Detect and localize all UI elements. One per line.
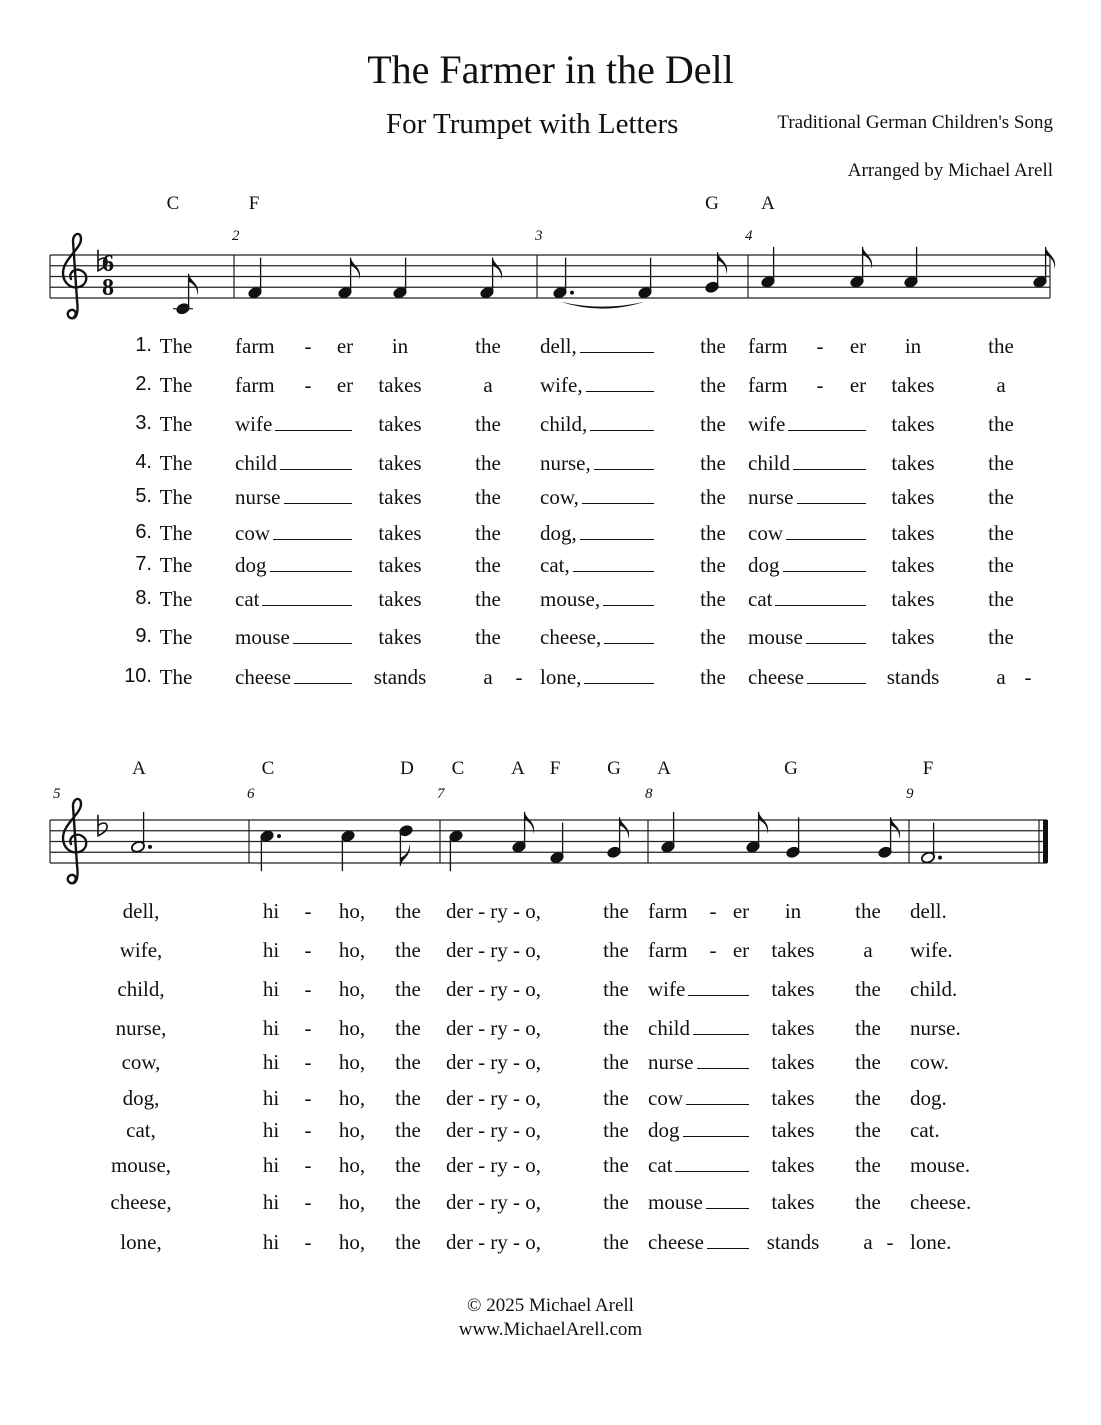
lyric-syllable: the [395, 1230, 421, 1254]
flat-key-signature-icon [98, 815, 107, 836]
measure-number: 6 [247, 786, 255, 802]
chord-letter: A [132, 758, 146, 779]
lyric-syllable: lone, [540, 665, 654, 690]
lyric-syllable: child. [910, 977, 958, 1001]
lyric-extender-line [775, 605, 866, 606]
lyric-syllable: the [988, 625, 1014, 649]
lyric-syllable: cow [235, 521, 352, 546]
lyric-syllable: ho, [338, 1153, 366, 1177]
lyric-syllable: - [304, 373, 312, 397]
lyric-syllable: takes [771, 977, 815, 1001]
lyric-syllable: - [304, 977, 312, 1001]
lyric-syllable: ho, [338, 1190, 366, 1214]
lyric-syllable: ho, [338, 938, 366, 962]
lyric-syllable: der - ry - o, [446, 1153, 542, 1177]
lyric-extender-line [706, 1208, 749, 1209]
lyric-syllable: hi [262, 977, 280, 1001]
lyric-syllable: hi [262, 1086, 280, 1110]
chord-letter: C [261, 758, 275, 779]
lyric-syllable: the [475, 521, 501, 545]
subtitle: For Trumpet with Letters [386, 108, 679, 140]
lyric-extender-line [675, 1171, 749, 1172]
lyric-syllable: farm [748, 334, 788, 358]
lyric-syllable: ho, [338, 1050, 366, 1074]
lyric-syllable: the [855, 1016, 881, 1040]
lyric-syllable: wife [648, 977, 749, 1002]
lyric-syllable: dog [648, 1118, 749, 1143]
lyric-syllable: nurse, [540, 451, 654, 476]
lyric-syllable: the [475, 451, 501, 475]
final-barline-thick [1043, 820, 1048, 863]
lyric-syllable: the [700, 373, 726, 397]
lyric-extender-line [604, 643, 654, 644]
lyric-syllable: wife, [119, 938, 163, 962]
lyric-syllable: takes [891, 451, 935, 475]
lyric-syllable: child, [117, 977, 165, 1001]
verse-number: 2. [135, 373, 152, 395]
lyric-syllable: the [988, 553, 1014, 577]
lyric-syllable: - [304, 899, 312, 923]
lyric-syllable: der - ry - o, [446, 1118, 542, 1142]
measure-number: 9 [906, 786, 914, 802]
lyric-syllable: takes [891, 553, 935, 577]
lyric-syllable: the [603, 899, 629, 923]
lyric-syllable: cheese, [540, 625, 654, 650]
lyric-syllable: the [700, 334, 726, 358]
lyric-extender-line [707, 1248, 749, 1249]
lyric-extender-line [273, 539, 352, 540]
measure-number: 3 [535, 228, 543, 244]
verse-number: 8. [135, 587, 152, 609]
lyric-syllable: cat. [910, 1118, 940, 1142]
lyric-syllable: cow [748, 521, 866, 546]
lyric-syllable: - [304, 1230, 312, 1254]
lyric-syllable: - [304, 334, 312, 358]
lyric-syllable: der - ry - o, [446, 938, 542, 962]
lyric-syllable: The [159, 485, 193, 509]
lyric-syllable: der - ry - o, [446, 1230, 542, 1254]
lyric-extender-line [788, 430, 866, 431]
lyric-syllable: the [475, 587, 501, 611]
copyright: © 2025 Michael Arell [467, 1295, 634, 1316]
lyric-syllable: farm [648, 899, 688, 923]
lyric-extender-line [293, 643, 352, 644]
augmentation-dot [148, 845, 152, 849]
lyric-syllable: takes [771, 1050, 815, 1074]
lyric-syllable: der - ry - o, [446, 1086, 542, 1110]
lyric-syllable: the [603, 938, 629, 962]
measure-number: 2 [232, 228, 240, 244]
lyric-extender-line [262, 605, 352, 606]
lyric-syllable: cat, [540, 553, 654, 578]
lyric-syllable: cheese. [910, 1190, 972, 1214]
lyric-syllable: The [159, 451, 193, 475]
lyric-extender-line [806, 643, 866, 644]
lyric-syllable: der - ry - o, [446, 1016, 542, 1040]
lyric-syllable: er [849, 373, 867, 397]
lyric-syllable: - [816, 334, 824, 358]
lyric-syllable: the [855, 1190, 881, 1214]
lyric-extender-line [603, 605, 654, 606]
lyric-syllable: takes [378, 587, 422, 611]
lyric-extender-line [580, 539, 654, 540]
lyric-syllable: the [395, 1118, 421, 1142]
lyric-extender-line [688, 995, 749, 996]
time-signature-top: 6 [102, 251, 114, 277]
lyric-syllable: takes [891, 485, 935, 509]
chord-letter: F [549, 758, 561, 779]
lyric-syllable: the [603, 1230, 629, 1254]
lyric-syllable: ho, [338, 1086, 366, 1110]
lyric-syllable: takes [771, 1190, 815, 1214]
augmentation-dot [570, 291, 574, 295]
lyric-syllable: the [603, 1190, 629, 1214]
lyric-syllable: cat [648, 1153, 749, 1178]
verse-number: 1. [135, 334, 152, 356]
lyric-syllable: takes [771, 1118, 815, 1142]
lyric-syllable: takes [378, 373, 422, 397]
lyric-extender-line [697, 1068, 749, 1069]
measure-number: 4 [745, 228, 753, 244]
lyric-syllable: takes [771, 1016, 815, 1040]
lyric-syllable: The [159, 412, 193, 436]
lyric-extender-line [582, 503, 654, 504]
lyric-syllable: The [159, 553, 193, 577]
chord-letter: A [511, 758, 525, 779]
lyric-syllable: a [996, 665, 1006, 689]
lyric-syllable: child, [540, 412, 654, 437]
lyric-syllable: the [988, 587, 1014, 611]
lyric-syllable: - [709, 899, 717, 923]
verse-number: 6. [135, 521, 152, 543]
lyric-syllable: nurse [648, 1050, 749, 1075]
lyric-syllable: ho, [338, 1016, 366, 1040]
lyric-syllable: the [700, 625, 726, 649]
lyric-syllable: hi [262, 938, 280, 962]
lyric-syllable: cow, [540, 485, 654, 510]
lyric-syllable: takes [771, 938, 815, 962]
verse-number: 3. [135, 412, 152, 434]
lyric-syllable: takes [891, 521, 935, 545]
lyric-syllable: the [603, 1086, 629, 1110]
verse-number: 4. [135, 451, 152, 473]
lyric-extender-line [783, 571, 866, 572]
lyric-syllable: the [395, 977, 421, 1001]
lyric-syllable: mouse. [910, 1153, 971, 1177]
lyric-syllable: the [603, 1016, 629, 1040]
lyric-syllable: mouse [235, 625, 352, 650]
lyric-syllable: The [159, 521, 193, 545]
chord-letter: G [784, 758, 798, 779]
lyric-syllable: the [395, 1050, 421, 1074]
arranger-credit: Arranged by Michael Arell [847, 160, 1053, 181]
lyric-syllable: nurse. [910, 1016, 961, 1040]
lyric-syllable: lone, [120, 1230, 162, 1254]
lyric-syllable: - [304, 1016, 312, 1040]
lyric-syllable: dog, [122, 1086, 160, 1110]
lyric-syllable: in [784, 899, 802, 923]
lyric-syllable: the [700, 485, 726, 509]
lyric-syllable: takes [891, 587, 935, 611]
chord-letter: F [922, 758, 934, 779]
lyric-syllable: a [483, 373, 493, 397]
chord-letter: A [657, 758, 671, 779]
lyric-syllable: the [603, 1153, 629, 1177]
verse-number: 9. [135, 625, 152, 647]
lyric-syllable: mouse, [540, 587, 654, 612]
tie [560, 302, 645, 309]
lyric-syllable: mouse [748, 625, 866, 650]
lyric-syllable: the [603, 1050, 629, 1074]
lyric-syllable: the [700, 665, 726, 689]
lyric-syllable: the [700, 451, 726, 475]
chord-letter: C [451, 758, 465, 779]
lyric-syllable: the [855, 899, 881, 923]
lyric-syllable: in [391, 334, 409, 358]
lyric-syllable: the [855, 977, 881, 1001]
lyric-syllable: farm [235, 373, 275, 397]
lyric-syllable: takes [378, 412, 422, 436]
lyric-syllable: child [748, 451, 866, 476]
lyric-syllable: the [475, 412, 501, 436]
lyric-syllable: wife. [910, 938, 953, 962]
lyric-syllable: takes [771, 1086, 815, 1110]
lyric-syllable: the [855, 1118, 881, 1142]
lyric-syllable: dell, [540, 334, 654, 359]
lyric-syllable: der - ry - o, [446, 1190, 542, 1214]
lyric-syllable: cheese [648, 1230, 749, 1255]
verse-number: 5. [135, 485, 152, 507]
lyric-syllable: dog. [910, 1086, 947, 1110]
chord-letter: D [400, 758, 414, 779]
lyric-syllable: takes [378, 625, 422, 649]
lyric-syllable: ho, [338, 977, 366, 1001]
lyric-syllable: ho, [338, 1230, 366, 1254]
time-signature-bottom: 8 [102, 274, 114, 301]
lyric-syllable: - [709, 938, 717, 962]
website-link[interactable]: www.MichaelArell.com [458, 1319, 643, 1340]
lyric-syllable: - [304, 1086, 312, 1110]
lyric-syllable: the [395, 1190, 421, 1214]
lyric-extender-line [797, 503, 866, 504]
lyric-syllable: child [235, 451, 352, 476]
augmentation-dot [277, 834, 281, 838]
lyric-syllable: nurse, [115, 1016, 167, 1040]
lyric-syllable: stands [766, 1230, 820, 1254]
lyric-syllable: takes [771, 1153, 815, 1177]
lyric-syllable: mouse [648, 1190, 749, 1215]
lyric-extender-line [793, 469, 866, 470]
lyric-extender-line [683, 1136, 749, 1137]
lyric-syllable: der - ry - o, [446, 977, 542, 1001]
lyric-syllable: the [988, 485, 1014, 509]
lyric-syllable: ho, [338, 899, 366, 923]
lyric-extender-line [686, 1104, 749, 1105]
lyric-extender-line [270, 571, 352, 572]
lyric-syllable: hi [262, 1050, 280, 1074]
lyric-syllable: hi [262, 1118, 280, 1142]
lyric-syllable: er [732, 938, 750, 962]
lyric-extender-line [573, 571, 654, 572]
lyric-syllable: the [603, 1118, 629, 1142]
lyric-syllable: der - ry - o, [446, 899, 542, 923]
lyric-syllable: the [988, 451, 1014, 475]
lyric-syllable: the [988, 521, 1014, 545]
lyric-syllable: the [855, 1050, 881, 1074]
measure-number: 5 [53, 786, 61, 802]
lyric-syllable: the [475, 625, 501, 649]
lyric-syllable: hi [262, 1190, 280, 1214]
lyric-syllable: er [336, 334, 354, 358]
lyric-syllable: - [304, 1153, 312, 1177]
lyric-syllable: dell, [122, 899, 160, 923]
lyric-syllable: cat [748, 587, 866, 612]
lyric-syllable: The [159, 334, 193, 358]
lyric-syllable: the [603, 977, 629, 1001]
lyric-syllable: stands [373, 665, 427, 689]
chord-letter: C [166, 193, 180, 214]
lyric-syllable: der - ry - o, [446, 1050, 542, 1074]
lyric-syllable: stands [886, 665, 940, 689]
lyric-syllable: farm [235, 334, 275, 358]
lyric-syllable: hi [262, 1153, 280, 1177]
lyric-syllable: takes [378, 553, 422, 577]
lyric-extender-line [275, 430, 352, 431]
lyric-syllable: dell. [910, 899, 947, 923]
chord-letter: G [705, 193, 719, 214]
lyric-syllable: er [849, 334, 867, 358]
lyric-syllable: - [515, 665, 523, 689]
lyric-syllable: takes [891, 373, 935, 397]
lyric-syllable: er [336, 373, 354, 397]
lyric-syllable: lone. [910, 1230, 952, 1254]
lyric-syllable: the [700, 553, 726, 577]
lyric-syllable: cat, [126, 1118, 156, 1142]
lyric-syllable: cheese [748, 665, 866, 690]
lyric-extender-line [580, 352, 654, 353]
lyric-syllable: the [395, 899, 421, 923]
lyric-extender-line [584, 683, 654, 684]
lyric-syllable: mouse, [110, 1153, 172, 1177]
chord-letter: A [761, 193, 775, 214]
lyric-syllable: takes [378, 521, 422, 545]
lyric-extender-line [590, 430, 654, 431]
verse-number: 7. [135, 553, 152, 575]
chord-letter: F [248, 193, 260, 214]
lyric-syllable: cow [648, 1086, 749, 1111]
lyric-syllable: dog [235, 553, 352, 578]
lyric-syllable: - [304, 1190, 312, 1214]
lyric-syllable: the [855, 1086, 881, 1110]
lyric-syllable: nurse [235, 485, 352, 510]
lyric-extender-line [284, 503, 352, 504]
lyric-syllable: - [304, 1118, 312, 1142]
page-title: The Farmer in the Dell [367, 47, 734, 92]
lyric-syllable: - [816, 373, 824, 397]
lyric-syllable: The [159, 373, 193, 397]
lyric-syllable: a [483, 665, 493, 689]
lyric-syllable: takes [891, 412, 935, 436]
verse-number: 10. [124, 665, 152, 687]
lyric-syllable: the [700, 587, 726, 611]
lyric-extender-line [294, 683, 352, 684]
lyric-syllable: child [648, 1016, 749, 1041]
lyric-syllable: The [159, 587, 193, 611]
lyric-syllable: cow, [121, 1050, 161, 1074]
lyric-syllable: wife, [540, 373, 654, 398]
lyric-syllable: - [304, 938, 312, 962]
lyric-syllable: in [904, 334, 922, 358]
lyric-syllable: - [886, 1230, 894, 1254]
lyric-syllable: cheese, [110, 1190, 172, 1214]
lyric-syllable: the [475, 334, 501, 358]
lyric-syllable: the [700, 412, 726, 436]
lyric-syllable: hi [262, 1016, 280, 1040]
measure-number: 7 [437, 786, 445, 802]
lyric-syllable: wife [235, 412, 352, 437]
measure-number: 8 [645, 786, 653, 802]
lyric-syllable: the [700, 521, 726, 545]
lyric-syllable: - [304, 1050, 312, 1074]
chord-letter: G [607, 758, 621, 779]
lyric-syllable: dog [748, 553, 866, 578]
lyric-extender-line [693, 1034, 749, 1035]
lyric-syllable: nurse [748, 485, 866, 510]
lyric-syllable: cow. [910, 1050, 949, 1074]
lyric-syllable: er [732, 899, 750, 923]
lyric-syllable: hi [262, 1230, 280, 1254]
lyric-syllable: takes [378, 451, 422, 475]
lyric-syllable: hi [262, 899, 280, 923]
augmentation-dot [938, 856, 942, 860]
lyric-syllable: the [395, 1153, 421, 1177]
lyric-syllable: ho, [338, 1118, 366, 1142]
lyric-syllable: - [1024, 665, 1032, 689]
lyric-syllable: the [395, 1016, 421, 1040]
lyric-syllable: the [395, 938, 421, 962]
lyric-syllable: The [159, 625, 193, 649]
lyric-extender-line [807, 683, 866, 684]
lyric-syllable: the [395, 1086, 421, 1110]
lyric-syllable: farm [648, 938, 688, 962]
lyric-extender-line [280, 469, 352, 470]
lyric-extender-line [786, 539, 866, 540]
lyric-syllable: a [863, 1230, 873, 1254]
lyric-extender-line [594, 469, 654, 470]
lyric-syllable: dog, [540, 521, 654, 546]
lyric-syllable: wife [748, 412, 866, 437]
lyric-syllable: the [855, 1153, 881, 1177]
lyric-syllable: takes [378, 485, 422, 509]
lyric-syllable: the [475, 553, 501, 577]
lyric-syllable: cat [235, 587, 352, 612]
lyric-syllable: takes [891, 625, 935, 649]
lyric-syllable: the [988, 334, 1014, 358]
lyric-syllable: the [475, 485, 501, 509]
lyric-syllable: cheese [235, 665, 352, 690]
lyric-syllable: The [159, 665, 193, 689]
lyric-syllable: a [863, 938, 873, 962]
lyric-syllable: farm [748, 373, 788, 397]
lyric-extender-line [586, 391, 654, 392]
lyric-syllable: a [996, 373, 1006, 397]
composer-credit: Traditional German Children's Song [777, 112, 1053, 133]
lyric-syllable: the [988, 412, 1014, 436]
